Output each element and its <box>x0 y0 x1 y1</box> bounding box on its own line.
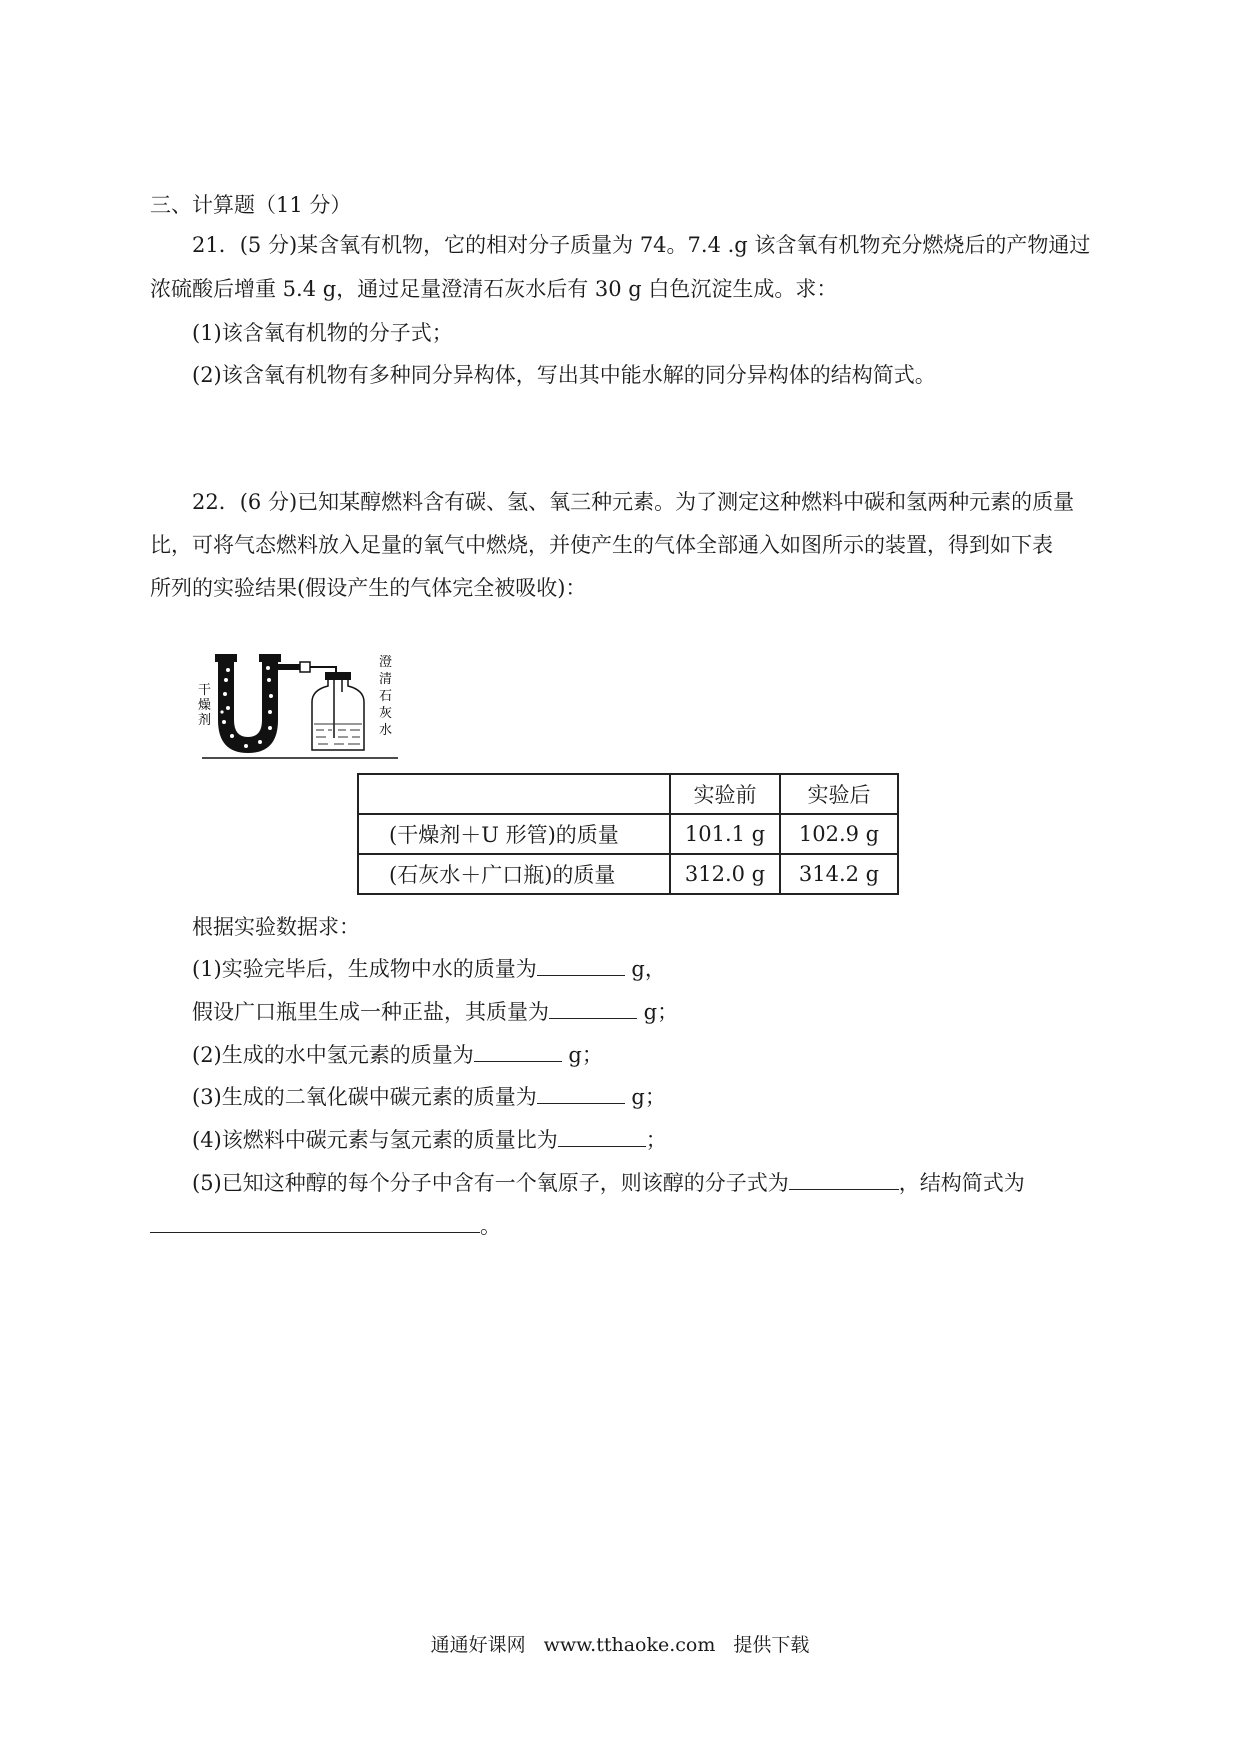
q22-intro: 根据实验数据求： <box>192 915 360 939</box>
q21-line2: 浓硫酸后增重 5.4 g，通过足量澄清石灰水后有 30 g 白色沉淀生成。求： <box>150 277 838 301</box>
footer-tail: 提供下载 <box>733 1634 810 1656</box>
table-header-cell <box>358 774 670 814</box>
answer-blank[interactable] <box>150 1210 480 1233</box>
results-table <box>357 773 899 895</box>
part1a-text: (1)实验完毕后，生成物中水的质量为 <box>192 957 537 981</box>
q22-part1a <box>192 953 666 984</box>
q22-part4 <box>192 1124 667 1155</box>
limewater-label-4: 灰 <box>379 706 393 721</box>
table-cell: 102.9 g <box>780 814 898 854</box>
table-cell: (石灰水＋广口瓶)的质量 <box>358 854 670 894</box>
table-header-cell: 实验前 <box>670 774 780 814</box>
desiccant-label-2: 燥 <box>198 698 212 713</box>
section-title: 三、计算题（11 分） <box>150 193 352 217</box>
table-cell: 312.0 g <box>670 854 780 894</box>
part3-unit: g； <box>624 1085 666 1109</box>
q22-line1: 22．(6 分)已知某醇燃料含有碳、氢、氧三种元素。为了测定这种燃料中碳和氢两种元素的质量 <box>192 490 1075 514</box>
part3-text: (3)生成的二氧化碳中碳元素的质量为 <box>192 1085 537 1109</box>
q21-sub1: (1)该含氧有机物的分子式； <box>192 321 453 345</box>
table-cell: 314.2 g <box>780 854 898 894</box>
q22-part5-cont <box>150 1210 501 1241</box>
u-tube <box>215 654 281 753</box>
q21-sub2: (2)该含氧有机物有多种同分异构体，写出其中能水解的同分异构体的结构简式。 <box>192 363 936 387</box>
table-header-cell: 实验后 <box>780 774 898 814</box>
part1b-unit: g； <box>637 1000 679 1024</box>
footer-url[interactable]: www.tthaoke.com <box>543 1634 716 1656</box>
part1a-unit: g， <box>624 957 666 981</box>
limewater-label-5: 水 <box>379 723 393 738</box>
desiccant-label-3: 剂 <box>198 713 212 728</box>
limewater-label-2: 清 <box>379 672 393 687</box>
q22-line3: 所列的实验结果(假设产生的气体完全被吸收)： <box>150 576 587 600</box>
limewater-label-1: 澄 <box>379 655 393 670</box>
part5-mid: ，结构简式为 <box>898 1171 1025 1195</box>
q22-part2 <box>192 1039 603 1070</box>
answer-blank[interactable] <box>789 1167 899 1190</box>
part4-end: ； <box>645 1128 667 1152</box>
q21-line1: 21．(5 分)某含氧有机物，它的相对分子质量为 74。7.4 .g 该含氧有机物充分燃烧后的产物通过 <box>192 233 1091 257</box>
table-row <box>358 774 898 814</box>
answer-blank[interactable] <box>537 1081 625 1104</box>
footer-site-name: 通通好课网 <box>430 1634 526 1656</box>
answer-blank[interactable] <box>537 953 625 976</box>
q22-line2: 比，可将气态燃料放入足量的氧气中燃烧，并使产生的气体全部通入如图所示的装置，得到如下表 <box>150 533 1053 557</box>
apparatus-diagram <box>198 650 408 762</box>
answer-blank[interactable] <box>558 1124 646 1147</box>
part1b-text: 假设广口瓶里生成一种正盐，其质量为 <box>192 1000 549 1024</box>
part4-text: (4)该燃料中碳元素与氢元素的质量比为 <box>192 1128 558 1152</box>
part5-text: (5)已知这种醇的每个分子中含有一个氧原子，则该醇的分子式为 <box>192 1171 789 1195</box>
q22-part5 <box>192 1167 1025 1198</box>
table-row <box>358 814 898 854</box>
answer-blank[interactable] <box>549 996 637 1019</box>
desiccant-label-1: 干 <box>198 683 212 698</box>
q22-part1b <box>192 996 678 1027</box>
part2-text: (2)生成的水中氢元素的质量为 <box>192 1043 474 1067</box>
table-cell: (干燥剂＋U 形管)的质量 <box>358 814 670 854</box>
table-cell: 101.1 g <box>670 814 780 854</box>
q22-part3 <box>192 1081 666 1112</box>
part2-unit: g； <box>561 1043 603 1067</box>
answer-blank[interactable] <box>474 1039 562 1062</box>
table-row <box>358 854 898 894</box>
wide-mouth-bottle <box>312 672 364 750</box>
limewater-label-3: 石 <box>379 689 393 704</box>
part5-end: 。 <box>480 1214 501 1238</box>
page-footer <box>0 1630 1240 1657</box>
